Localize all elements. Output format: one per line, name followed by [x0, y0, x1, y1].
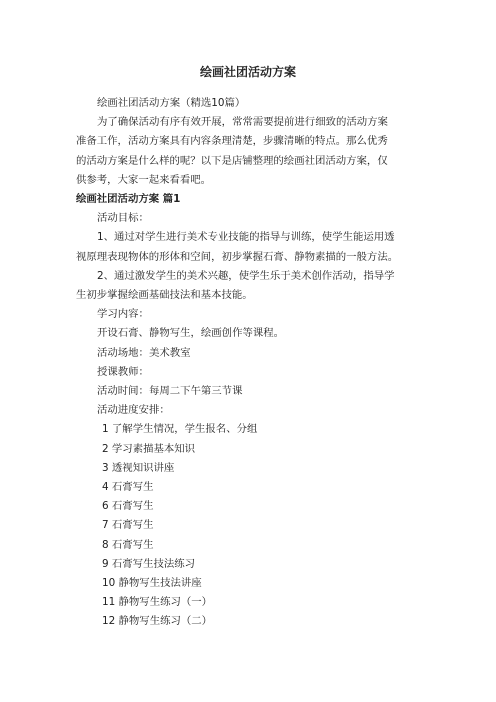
schedule-item: 8 石膏写生 — [102, 538, 154, 551]
content-label: 学习内容： — [97, 308, 149, 321]
schedule-item: 11 静物写生练习（一） — [102, 596, 213, 609]
subtitle-line: 绘画社团活动方案（精选10篇） — [97, 97, 246, 109]
schedule-item: 12 静物写生练习（二） — [102, 615, 213, 628]
schedule-item: 2 学习素描基本知识 — [102, 442, 196, 455]
intro-line: 的活动方案是什么样的呢？以下是店铺整理的绘画社团活动方案，仅 — [76, 154, 388, 167]
document-body — [76, 94, 420, 632]
time-line: 活动时间：每周二下午第三节课 — [97, 385, 243, 398]
goal-line: 1、通过对学生进行美术专业技能的指导与训练，使学生能运用透 — [97, 231, 395, 244]
venue-line: 活动场地：美术教室 — [97, 346, 191, 359]
schedule-item: 4 石膏写生 — [102, 481, 154, 494]
intro-paragraph — [76, 113, 420, 190]
teacher-line: 授课教师： — [97, 365, 149, 378]
goal-line: 视原理表现物体的形体和空间，初步掌握石膏、静物素描的一般方法。 — [76, 250, 399, 263]
goal-item-1 — [76, 228, 420, 266]
schedule-item: 3 透视知识讲座 — [102, 461, 175, 474]
intro-line: 为了确保活动有序有效开展，常常需要提前进行细致的活动方案 — [97, 116, 388, 129]
schedule-item: 7 石膏写生 — [102, 519, 154, 532]
goal-label: 活动目标： — [97, 212, 149, 225]
schedule-item: 6 石膏写生 — [102, 500, 154, 513]
schedule-label: 活动进度安排： — [97, 404, 170, 417]
schedule-list — [76, 420, 420, 631]
document-title: 绘画社团活动方案 — [199, 65, 296, 79]
schedule-item: 9 石膏写生技法练习 — [102, 557, 196, 570]
schedule-item: 1 了解学生情况，学生报名、分组 — [102, 423, 258, 436]
schedule-item: 10 静物写生技法讲座 — [102, 577, 202, 590]
content-text: 开设石膏、静物写生，绘画创作等课程。 — [97, 327, 285, 340]
goal-item-2 — [76, 267, 420, 305]
goal-line: 2、通过激发学生的美术兴趣，使学生乐于美术创作活动，指导学 — [97, 269, 395, 282]
intro-line: 准备工作，活动方案具有内容条理清楚，步骤清晰的特点。那么优秀 — [76, 135, 388, 148]
intro-line: 供参考，大家一起来看看吧。 — [76, 173, 212, 186]
section-heading: 绘画社团活动方案 篇1 — [76, 193, 181, 206]
goal-line: 生初步掌握绘画基础技法和基本技能。 — [76, 289, 253, 302]
